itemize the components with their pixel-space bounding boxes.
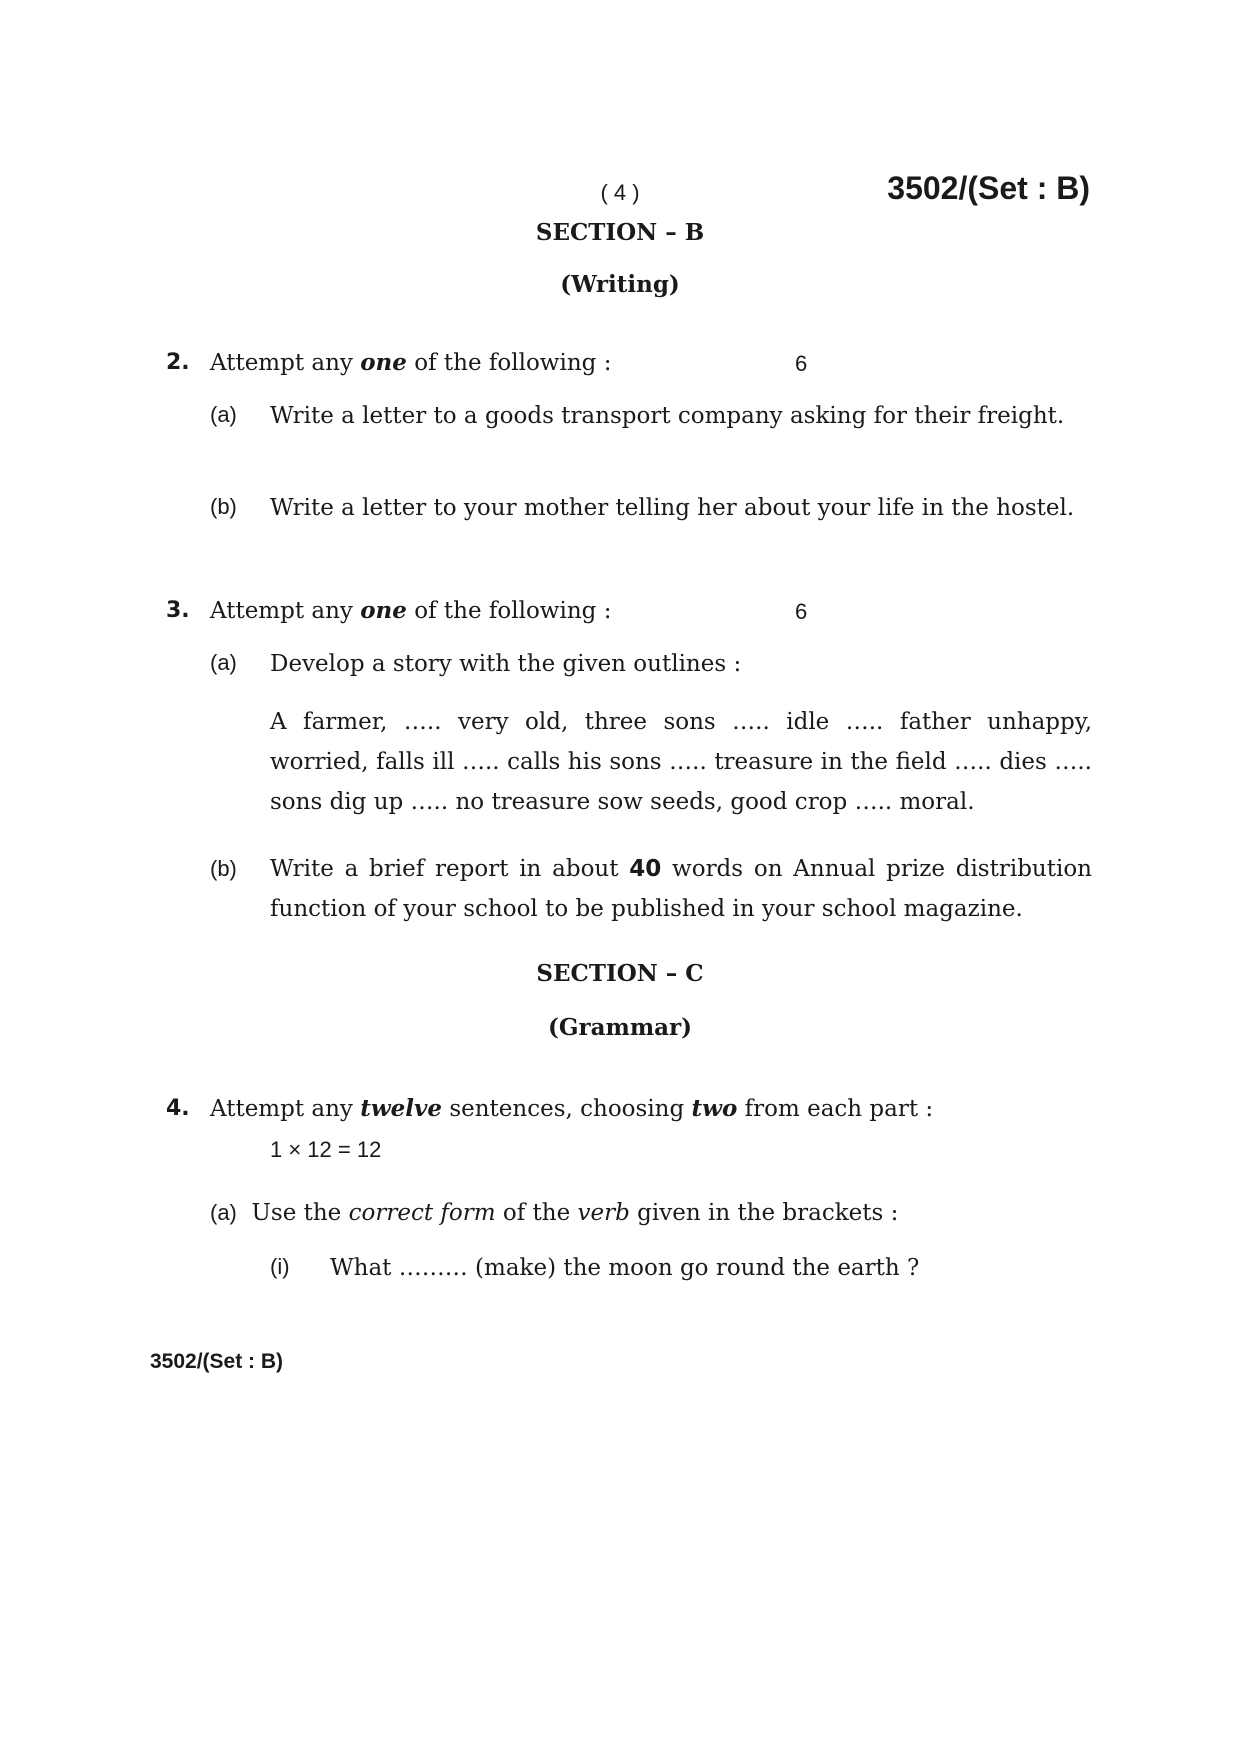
prompt-emphasis: two [691,1095,738,1122]
question-prompt [210,591,770,631]
option-label: (b) [210,856,237,881]
option-label: (a) [210,650,237,675]
option-text [270,849,1092,929]
question-marks: 6 [795,599,808,624]
prompt-emphasis: one [360,349,407,376]
option-text: Write a letter to a goods transport company asking for their freight. [270,403,1065,429]
question-prompt [210,1089,1090,1129]
word-count: 40 [629,856,662,882]
question-number: 2. [166,350,190,375]
instruction-text: given in the brackets : [629,1200,899,1226]
question-marks: 6 [795,351,808,376]
option-label: (b) [210,494,237,519]
story-outline: A farmer, ….. very old, three sons ….. idle ….. father unhappy, worried, falls ill ….. calls his sons ….. treasure in the field ….. dies ….. sons dig up ….. no treasure sow seeds, good crop ….. moral. [270,709,1092,815]
sub-item-text: What ……… (make) the moon go round the earth ? [330,1255,920,1281]
sub-item-label: (i) [270,1254,290,1279]
prompt-emphasis: one [360,597,407,624]
option-label: (a) [210,402,237,427]
section-b-subtitle: (Writing) [560,271,680,298]
question-prompt [210,343,770,383]
question-marks: 1 × 12 = 12 [270,1137,382,1162]
paper-code-header: 3502/(Set : B) [887,170,1090,206]
prompt-text: Attempt any [210,350,361,376]
instruction-emphasis: verb [577,1200,630,1226]
prompt-text: of the following : [406,350,612,376]
instruction-text: of the [495,1200,578,1226]
option-text: Write a letter to your mother telling her about your life in the hostel. [270,495,1075,521]
instruction-emphasis: correct form [348,1200,496,1226]
section-b-title: SECTION – B [535,219,705,246]
option-text-part: Write a brief report in about [270,856,630,882]
question-number: 3. [166,598,190,623]
part-instruction [210,1193,1090,1233]
option-text: Develop a story with the given outlines : [270,651,742,677]
prompt-text: Attempt any [210,598,361,624]
prompt-text: from each part : [737,1096,934,1122]
section-c-subtitle: (Grammar) [547,1014,693,1041]
option-text-part: words on Annual prize distribution function of your school to be published in your school magazine. [270,856,1092,922]
prompt-text: of the following : [406,598,612,624]
question-number: 4. [166,1096,190,1121]
part-label: (a) [210,1200,237,1225]
prompt-text: Attempt any [210,1096,361,1122]
page-number: ( 4 ) [600,180,640,205]
paper-code-footer: 3502/(Set : B) [150,1350,284,1373]
instruction-text: Use the [251,1200,349,1226]
prompt-emphasis: twelve [360,1095,443,1122]
section-c-title: SECTION – C [536,960,704,987]
prompt-text: sentences, choosing [442,1096,692,1122]
